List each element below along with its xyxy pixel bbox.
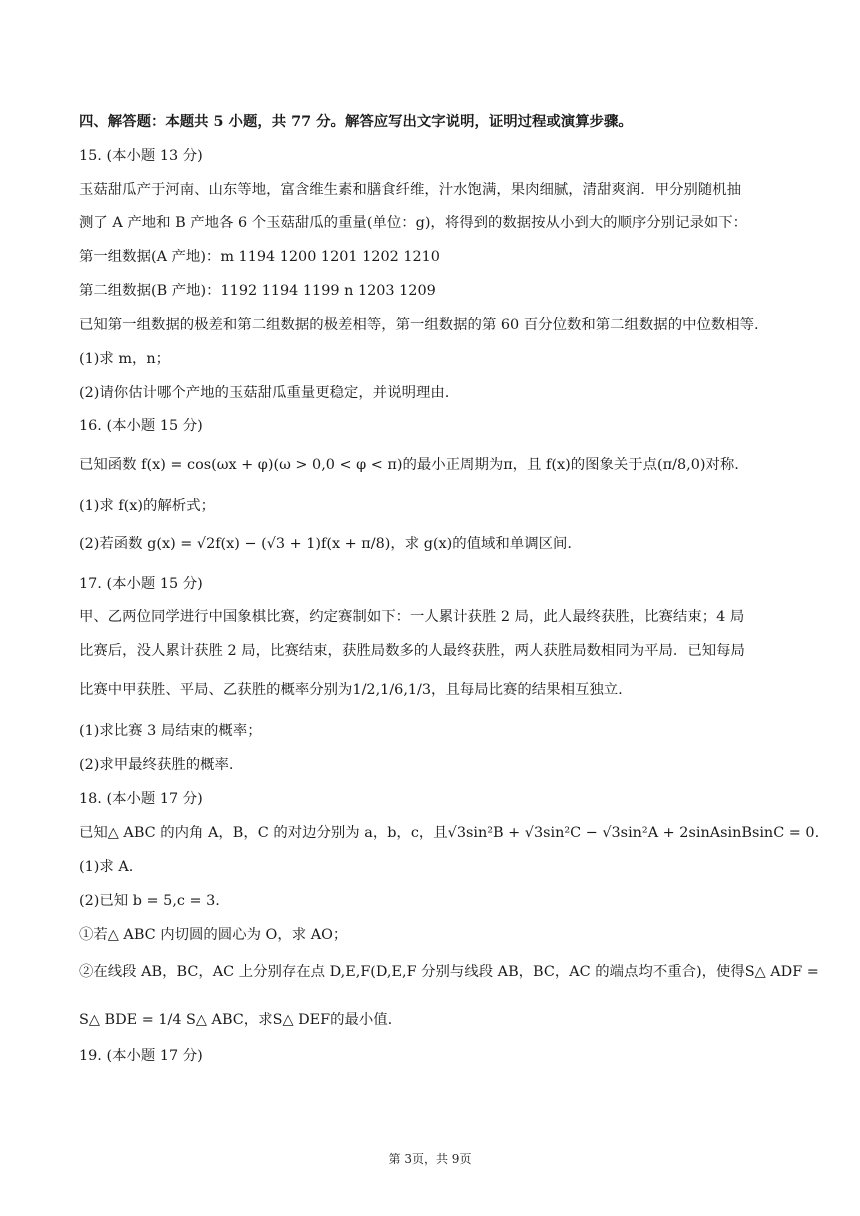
q16-title: 16. (本小题 15 分) — [79, 418, 203, 434]
q18-sub-2-cont: S△ BDE = 1/4 S△ ABC，求S△ DEF的最小值. — [79, 1012, 393, 1028]
page-footer: 第 3页，共 9页 — [388, 1152, 472, 1166]
q16-text-line: 已知函数 f(x) = cos(ωx + φ)(ω > 0,0 < φ < π)的最小正周期为π，且 f(x)的图象关于点(π/8,0)对称. — [79, 457, 739, 473]
q18-part-1: (1)求 A. — [79, 859, 134, 875]
q15-part-1: (1)求 m，n； — [79, 351, 171, 367]
section-heading: 四、解答题：本题共 5 小题，共 77 分。解答应写出文字说明，证明过程或演算步骤。 — [79, 113, 633, 130]
q15-title: 15. (本小题 13 分) — [79, 148, 203, 164]
q15-text-line: 玉菇甜瓜产于河南、山东等地，富含维生素和膳食纤维，汁水饱满，果肉细腻，清甜爽润．甲分别随机抽 — [79, 182, 741, 198]
q15-part-2: (2)请你估计哪个产地的玉菇甜瓜重量更稳定，并说明理由. — [79, 385, 450, 401]
q18-sub-1: ①若△ ABC 内切圆的圆心为 O，求 AO； — [79, 927, 348, 943]
q17-part-2: (2)求甲最终获胜的概率. — [79, 757, 234, 773]
q17-title: 17. (本小题 15 分) — [79, 576, 203, 592]
q17-text-line: 甲、乙两位同学进行中国象棋比赛，约定赛制如下：一人累计获胜 2 局，此人最终获胜，比赛结束；4 局 — [79, 609, 745, 625]
q18-part-2: (2)已知 b = 5,c = 3. — [79, 893, 220, 909]
q18-text-line: 已知△ ABC 的内角 A，B，C 的对边分别为 a，b，c，且√3sin²B + √3sin²C − √3sin²A + 2sinAsinBsinC = 0. — [79, 825, 820, 841]
q15-text-line: 已知第一组数据的极差和第二组数据的极差相等，第一组数据的第 60 百分位数和第二组数据的中位数相等. — [79, 317, 759, 333]
q15-text-line: 测了 A 产地和 B 产地各 6 个玉菇甜瓜的重量(单位：g)，将得到的数据按从小到大的顺序分别记录如下： — [79, 215, 748, 231]
q18-sub-2: ②在线段 AB，BC，AC 上分别存在点 D,E,F(D,E,F 分别与线段 AB，BC，AC 的端点均不重合)，使得S△ ADF = — [79, 964, 819, 980]
q17-text-line: 比赛后，没人累计获胜 2 局，比赛结束，获胜局数多的人最终获胜，两人获胜局数相同为平局．已知每局 — [79, 643, 745, 659]
q17-part-1: (1)求比赛 3 局结束的概率； — [79, 723, 262, 739]
q15-data-a: 第一组数据(A 产地)：m 1194 1200 1201 1202 1210 — [79, 249, 440, 265]
q16-part-1: (1)求 f(x)的解析式； — [79, 498, 215, 514]
q15-data-b: 第二组数据(B 产地)：1192 1194 1199 n 1203 1209 — [79, 283, 436, 299]
q17-text-line: 比赛中甲获胜、平局、乙获胜的概率分别为1/2,1/6,1/3，且每局比赛的结果相互独立. — [79, 682, 623, 698]
q19-title: 19. (本小题 17 分) — [79, 1048, 203, 1064]
q16-part-2: (2)若函数 g(x) = √2f(x) − (√3 + 1)f(x + π/8)，求 g(x)的值域和单调区间. — [79, 536, 572, 552]
q18-title: 18. (本小题 17 分) — [79, 791, 203, 807]
